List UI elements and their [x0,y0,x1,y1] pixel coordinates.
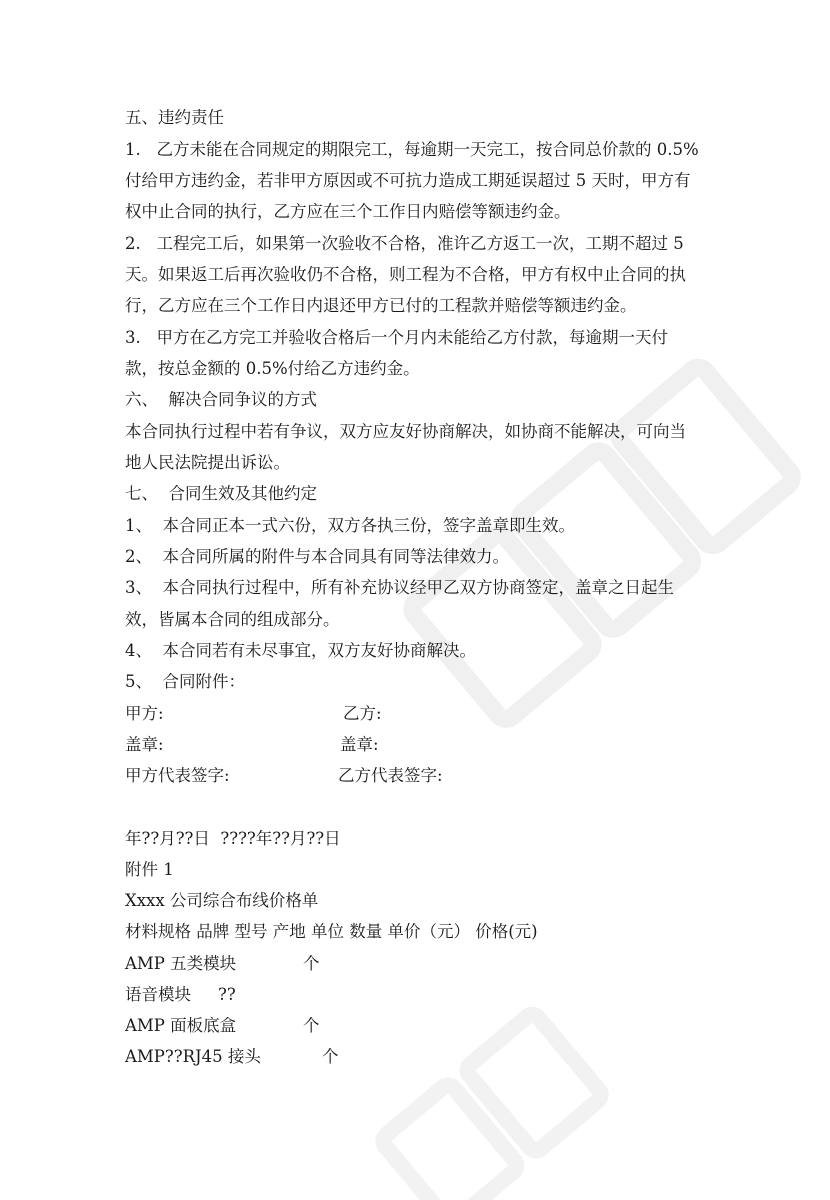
clause-text: 5、 合同附件： [125,672,245,691]
seal-a-label: 盖章: [125,735,164,754]
price-row-unit: ?? [218,985,236,1004]
rep-b-label: 乙方代表签字: [338,766,443,785]
price-row-unit: 个 [303,1016,320,1035]
attachment-title: 附件 1 [125,860,174,879]
date-line: 年??月??日 ????年??月??日 [125,829,341,848]
party-a-label: 甲方: [125,704,164,723]
clause-text: 本合同执行过程中若有争议，双方应友好协商解决，如协商不能解决，可向当 [125,422,686,441]
price-row-name: AMP 面板底盒 [125,1016,237,1035]
section-heading-dispute: 六、 解决合同争议的方式 [125,390,317,409]
section-heading-breach: 五、违约责任 [125,108,224,127]
clause-text: 4、 本合同若有未尽事宜，双方友好协商解决。 [125,641,476,660]
clause-text: 权中止合同的执行，乙方应在三个工作日内赔偿等额违约金。 [125,202,571,221]
clause-text: 地人民法院提出诉讼。 [125,453,290,472]
party-b-label: 乙方: [343,704,382,723]
clause-text: 3. 甲方在乙方完工并验收合格后一个月内未能给乙方付款，每逾期一天付 [125,328,668,347]
company-price-list-title: Xxxx 公司综合布线价格单 [125,891,319,910]
price-row-name: 语音模块 [125,985,191,1004]
clause-text: 1、 本合同正本一式六份，双方各执三份，签字盖章即生效。 [125,516,575,535]
price-table-header: 材料规格 品牌 型号 产地 单位 数量 单价（元） 价格(元) [125,922,538,941]
clause-text: 天。如果返工后再次验收仍不合格，则工程为不合格，甲方有权中止合同的执 [125,265,686,284]
price-row-unit: 个 [322,1047,339,1066]
section-heading-effect: 七、 合同生效及其他约定 [125,484,317,503]
clause-text: 2. 工程完工后，如果第一次验收不合格，准许乙方返工一次，工期不超过 5 [125,234,684,253]
rep-a-label: 甲方代表签字: [125,766,230,785]
price-row-name: AMP??RJ45 接头 [125,1047,261,1066]
watermark-seal-lower [340,1000,640,1200]
clause-text: 效，皆属本合同的组成部分。 [125,610,340,629]
seal-b-label: 盖章: [340,735,379,754]
clause-text: 付给甲方违约金，若非甲方原因或不可抗力造成工期延误超过 5 天时，甲方有 [125,171,691,190]
price-row-unit: 个 [303,954,320,973]
clause-text: 2、 本合同所属的附件与本合同具有同等法律效力。 [125,547,509,566]
clause-text: 款，按总金额的 0.5%付给乙方违约金。 [125,359,420,378]
price-row-name: AMP 五类模块 [125,954,237,973]
clause-text: 行，乙方应在三个工作日内退还甲方已付的工程款并赔偿等额违约金。 [125,296,637,315]
clause-text: 1. 乙方未能在合同规定的期限完工，每逾期一天完工，按合同总价款的 0.5% [125,140,699,159]
clause-text: 3、 本合同执行过程中，所有补充协议经甲乙双方协商签定，盖章之日起生 [125,578,674,597]
